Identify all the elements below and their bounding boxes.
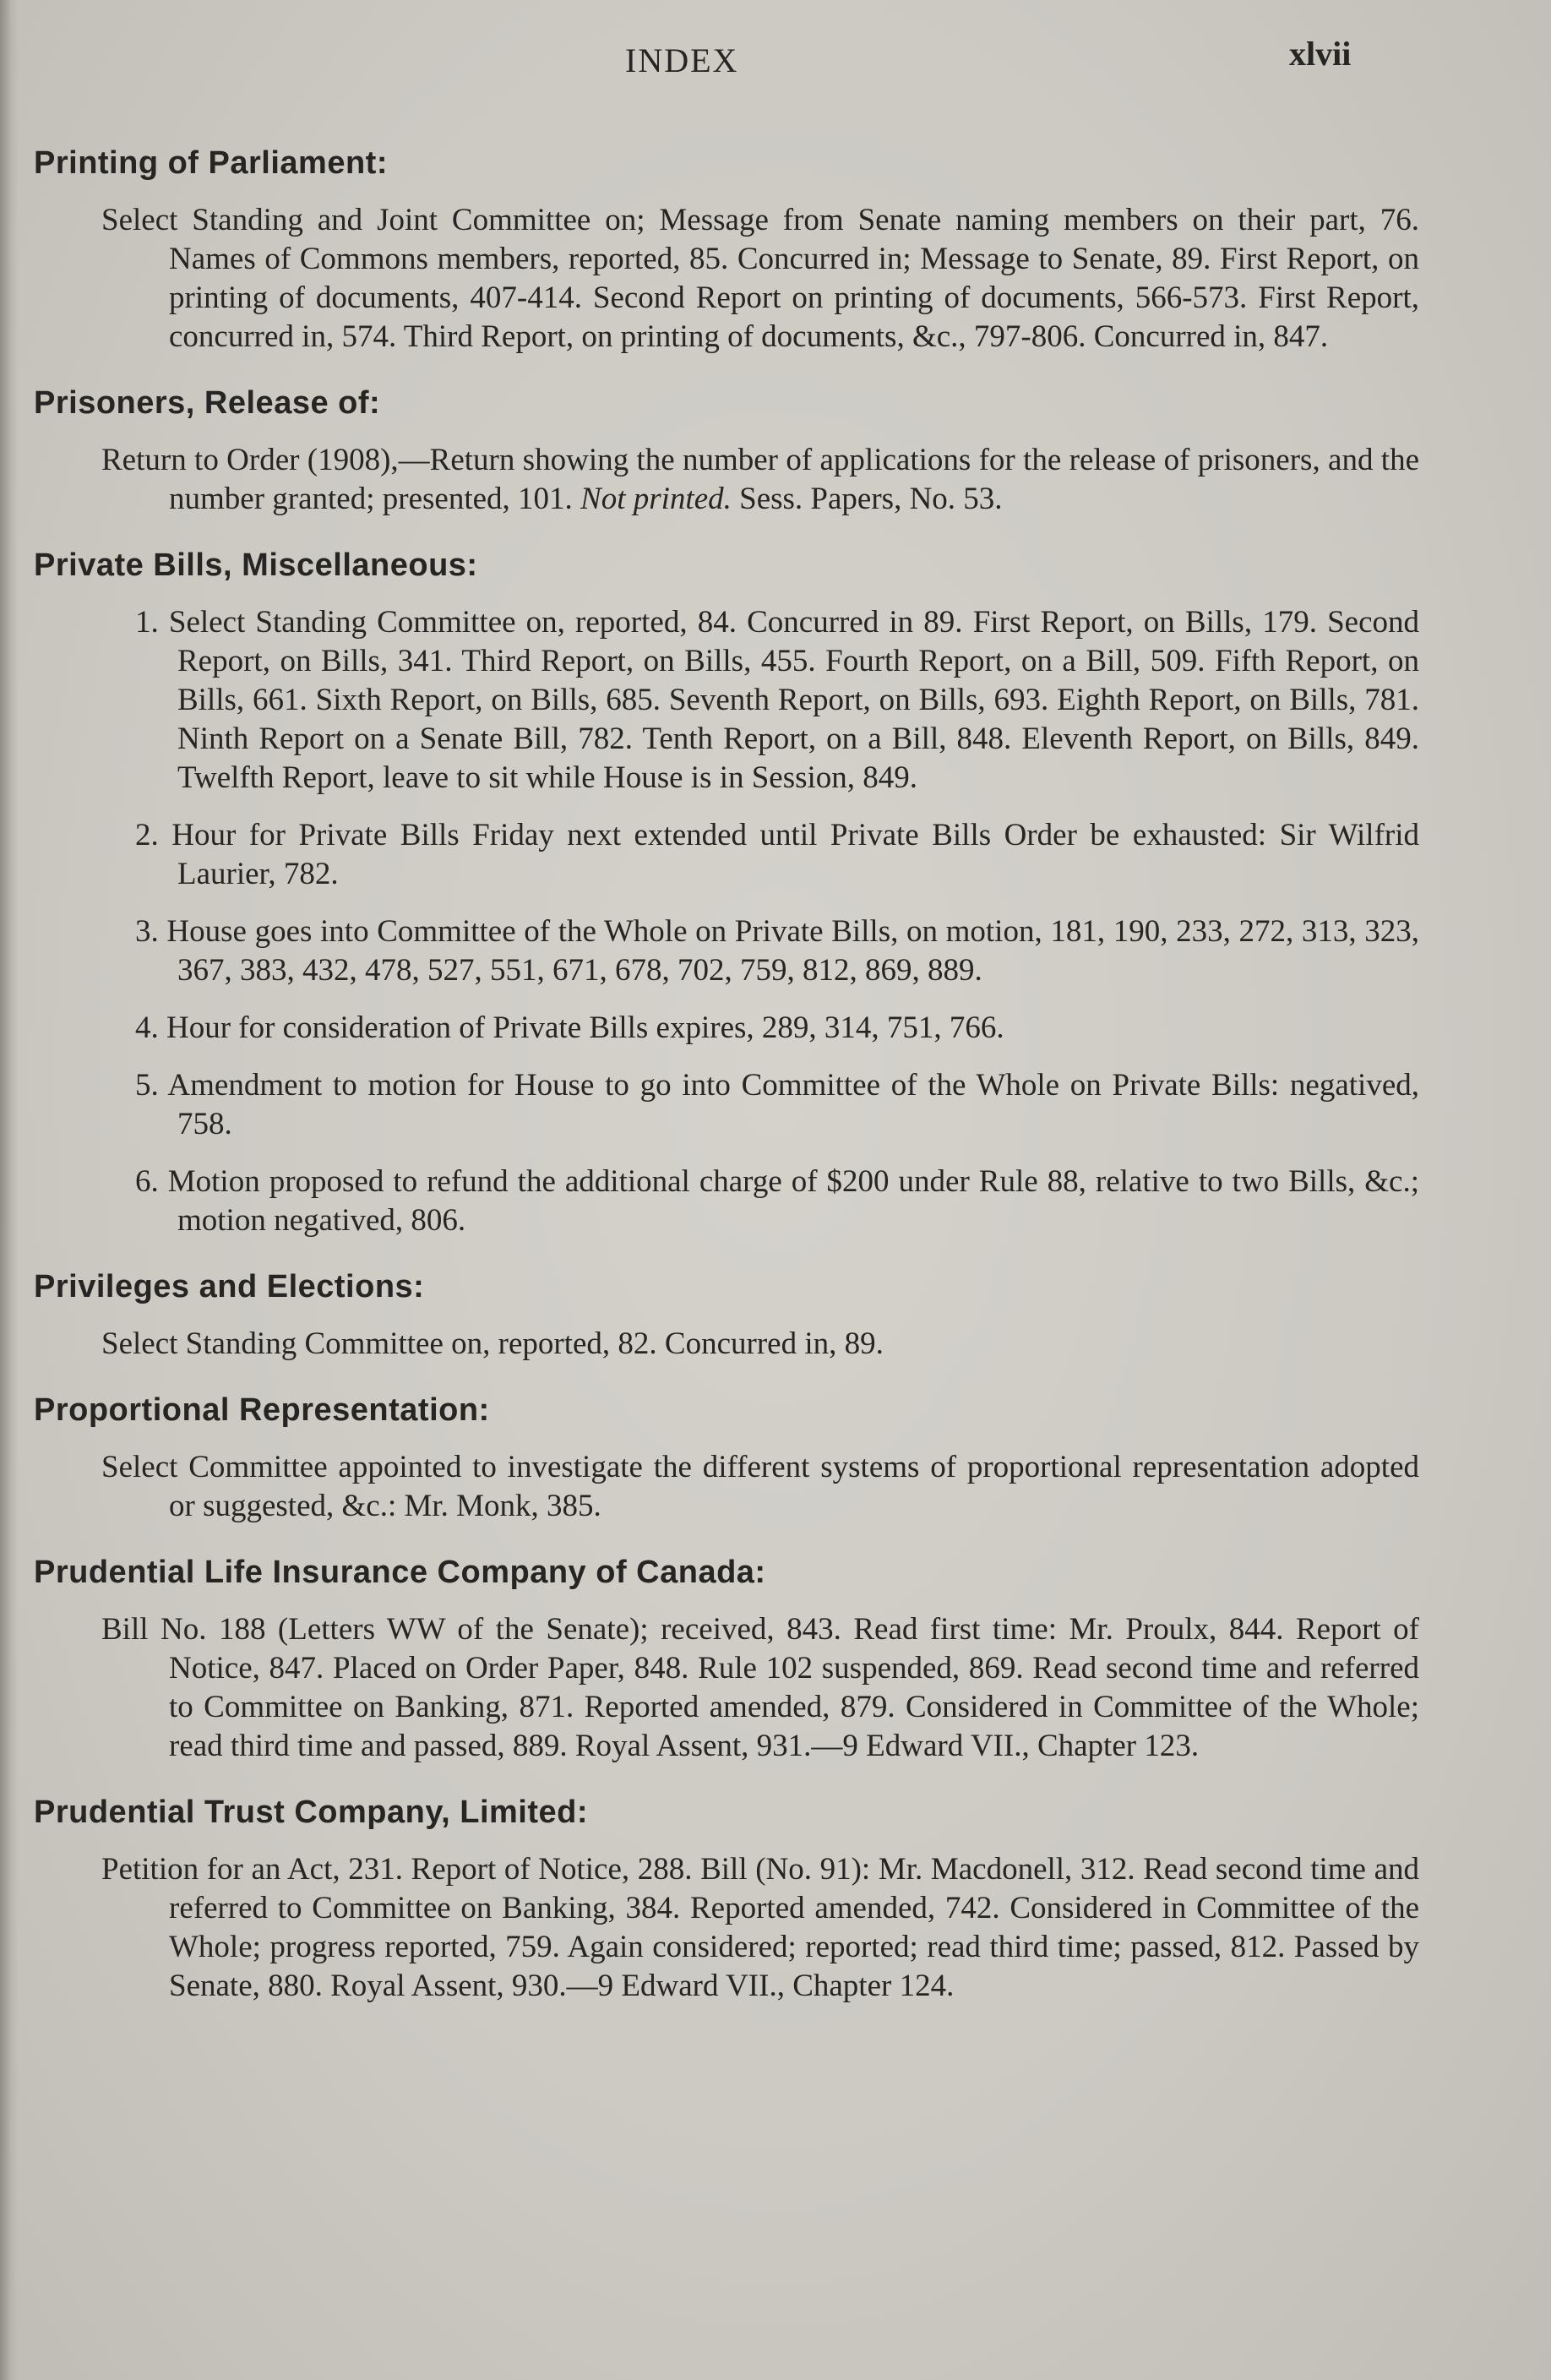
entry-paragraph: Petition for an Act, 231. Report of Notice, 288. Bill (No. 91): Mr. Macdonell, 312. Read second time and referred to Committee on Banking, 384. Reported amended, 742. Considered in Committee of the Whole; progress reported, 759. Again considered; reported; read third time; passed, 812. Passed by Senate, 880. Royal Assent, 930.—9 Edward VII., Chapter 124. xyxy=(101,1852,1419,2003)
entry-heading: Prudential Life Insurance Company of Canada: xyxy=(34,1555,766,1590)
paragraph-tail: Sess. Papers, No. 53. xyxy=(739,482,1003,516)
entry-heading: Proportional Representation: xyxy=(34,1392,490,1428)
index-entry xyxy=(34,144,1419,357)
numbered-item xyxy=(110,912,1419,990)
numbered-item xyxy=(110,603,1419,798)
item-text: Amendment to motion for House to go into Committee of the Whole on Private Bills: negatived, 758. xyxy=(167,1068,1419,1141)
index-entry xyxy=(34,1391,1419,1526)
item-text: Hour for consideration of Private Bills expires, 289, 314, 751, 766. xyxy=(166,1010,1004,1045)
index-entry xyxy=(34,546,1419,1240)
item-number: 6. xyxy=(135,1164,159,1199)
index-content xyxy=(34,144,1419,2033)
item-number: 5. xyxy=(135,1068,159,1103)
item-number: 2. xyxy=(135,818,159,852)
entry-paragraph xyxy=(101,441,1419,519)
entry-paragraph: Bill No. 188 (Letters WW of the Senate); received, 843. Read first time: Mr. Proulx, 844. Report of Notice, 847. Placed on Order Paper, 848. Rule 102 suspended, 869. Read second time and referred to Committee on Banking, 871. Reported amended, 879. Considered in Committee of the Whole; read third time and passed, 889. Royal Assent, 931.—9 Edward VII., Chapter 123. xyxy=(101,1612,1419,1763)
entry-heading: Privileges and Elections: xyxy=(34,1269,425,1304)
item-text: Hour for Private Bills Friday next extended until Private Bills Order be exhausted: Sir Wilfrid Laurier, 782. xyxy=(171,818,1420,891)
binding-shadow xyxy=(0,0,19,2380)
numbered-item xyxy=(110,1009,1419,1048)
index-entry xyxy=(34,1553,1419,1766)
page-number: xlvii xyxy=(1289,35,1352,73)
entry-heading: Private Bills, Miscellaneous: xyxy=(34,547,478,583)
item-number: 4. xyxy=(135,1010,159,1045)
item-text: House goes into Committee of the Whole on Private Bills, on motion, 181, 190, 233, 272, 313, 323, 367, 383, 432, 478, 527, 551, 671, 678, 702, 759, 812, 869, 889. xyxy=(166,914,1420,988)
item-number: 3. xyxy=(135,914,159,949)
item-number: 1. xyxy=(135,605,159,640)
item-text: Select Standing Committee on, reported, 84. Concurred in 89. First Report, on Bills, 179. Second Report, on Bills, 341. Third Report, on Bills, 455. Fourth Report, on a Bill, 509. Fifth Report, on Bills, 661. Sixth Report, on Bills, 685. Seventh Report, on Bills, 693. Eighth Report, on Bills, 781. Ninth Report on a Senate Bill, 782. Tenth Report, on a Bill, 848. Eleventh Report, on Bills, 849. Twelfth Report, leave to sit while House is in Session, 849. xyxy=(168,605,1420,795)
index-entry xyxy=(34,1267,1419,1364)
running-head xyxy=(0,34,1551,84)
entry-heading: Printing of Parliament: xyxy=(34,145,388,181)
entry-heading: Prudential Trust Company, Limited: xyxy=(34,1795,589,1830)
entry-heading: Prisoners, Release of: xyxy=(34,385,381,421)
italic-note: Not printed. xyxy=(580,482,732,516)
numbered-item xyxy=(110,1066,1419,1144)
index-entry xyxy=(34,1793,1419,2006)
numbered-item xyxy=(110,816,1419,894)
numbered-item xyxy=(110,1163,1419,1240)
entry-paragraph: Select Committee appointed to investigate the different systems of proportional representation adopted or suggested, &c.: Mr. Monk, 385. xyxy=(101,1450,1419,1523)
paragraph-text: Return to Order (1908),—Return showing the number of applications for the release of prisoners, and the number granted; presented, 101. xyxy=(101,443,1419,516)
entry-paragraph: Select Standing and Joint Committee on; Message from Senate naming members on their part, 76. Names of Commons members, reported, 85. Concurred in; Message to Senate, 89. First Report, on printing of documents, 407-414. Second Report on printing of documents, 566-573. First Report, concurred in, 574. Third Report, on printing of documents, &c., 797-806. Concurred in, 847. xyxy=(101,203,1419,354)
index-entry xyxy=(34,384,1419,519)
item-text: Motion proposed to refund the additional charge of $200 under Rule 88, relative to two Bills, &c.; motion negatived, 806. xyxy=(167,1164,1419,1238)
entry-paragraph: Select Standing Committee on, reported, 82. Concurred in, 89. xyxy=(101,1326,884,1361)
page-title: INDEX xyxy=(625,41,739,79)
